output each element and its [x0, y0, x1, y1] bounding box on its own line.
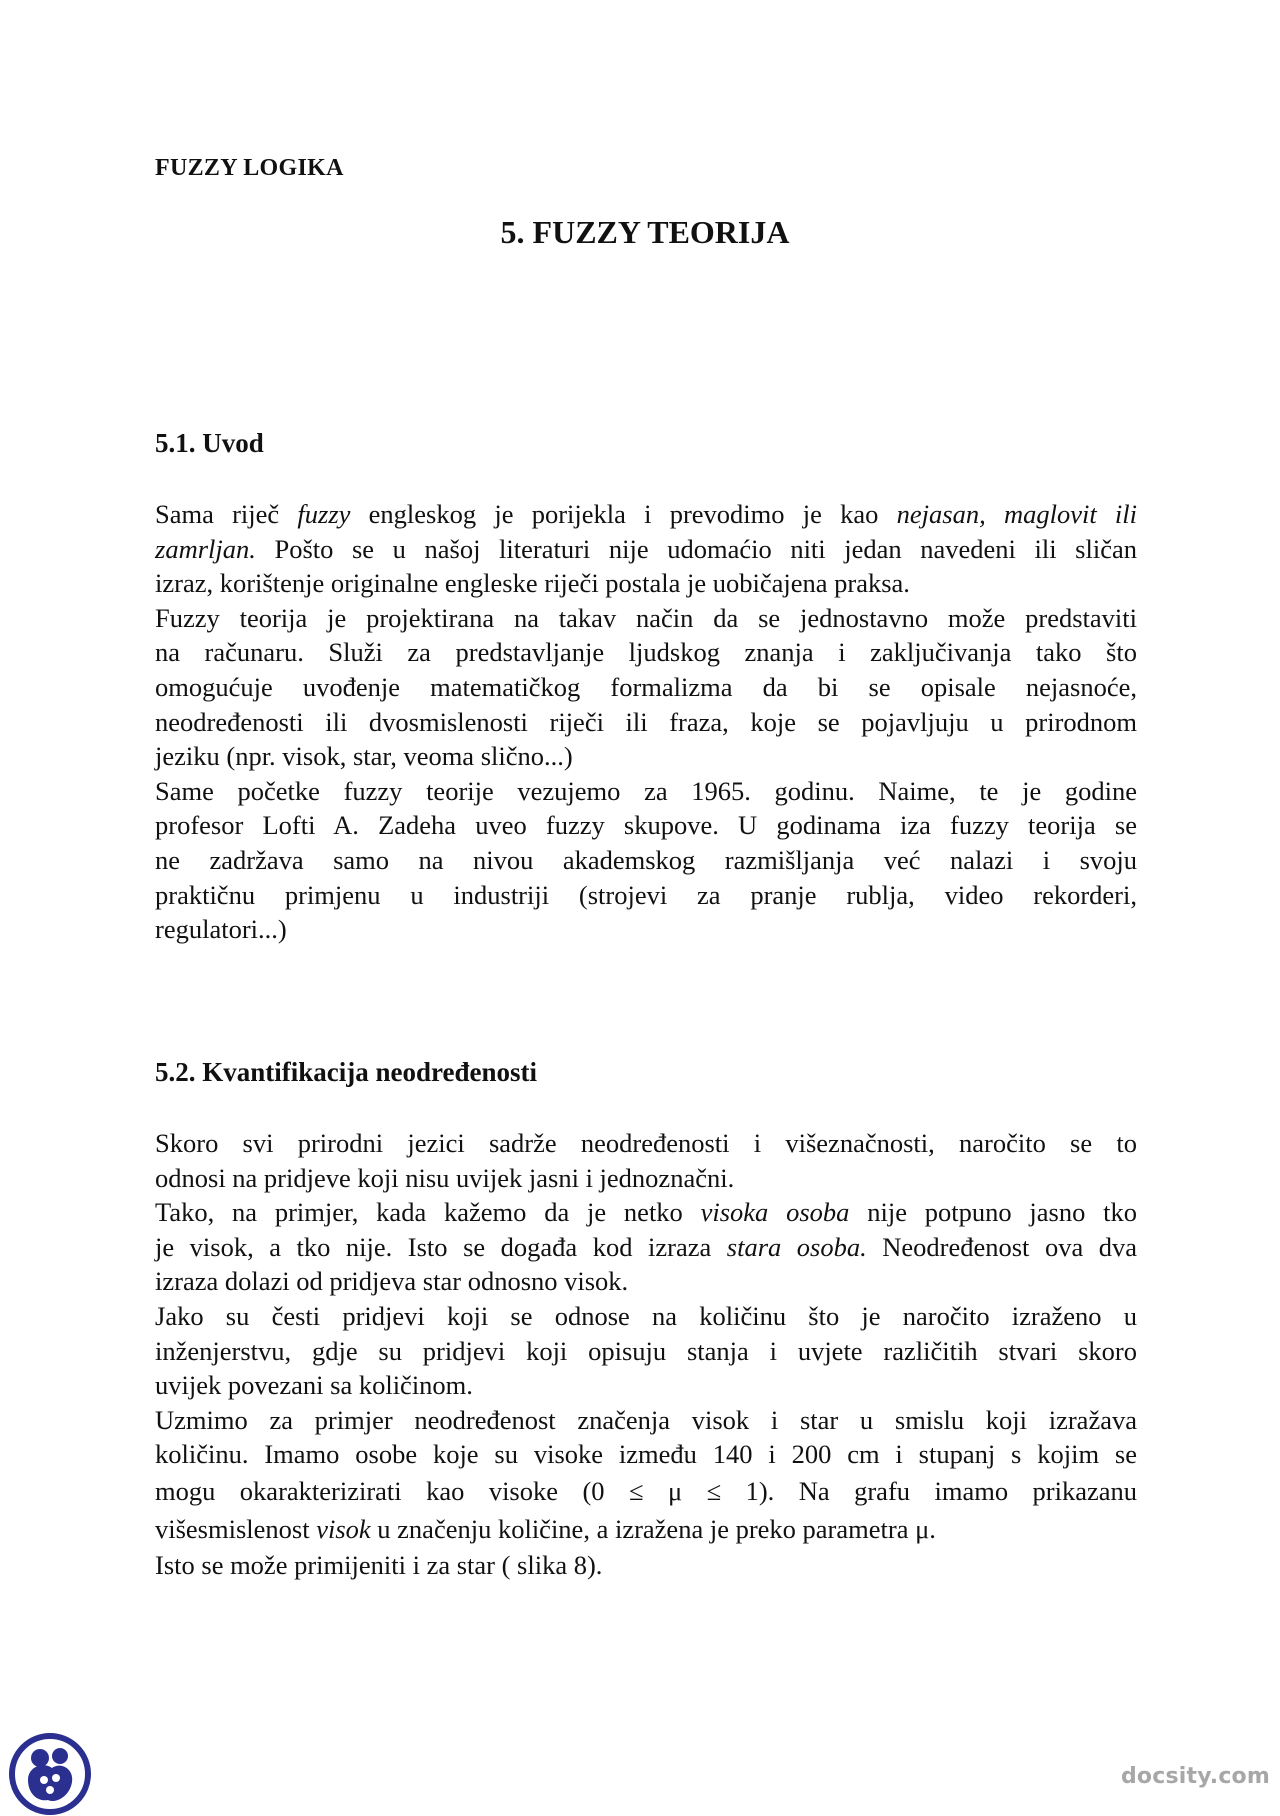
text-line: Sama riječ fuzzy engleskog je porijekla i prevodimo je kao nejasan, maglovit ili	[155, 499, 1137, 529]
paragraph	[155, 1195, 1137, 1299]
text-line: Tako, na primjer, kada kažemo da je netko visoka osoba nije potpuno jasno tko	[155, 1197, 1138, 1228]
text-line: ne zadržava samo na nivou akademskog razmišljanja već nalazi i svoju	[155, 844, 1137, 875]
text-line: izraza dolazi od pridjeva star odnosno visok.	[155, 1266, 629, 1297]
text-line: odnosi na pridjeve koji nisu uvijek jasni i jednoznačni.	[155, 1162, 735, 1193]
italic-term: stara osoba.	[726, 1231, 867, 1262]
text-line: na računaru. Služi za predstavljanje ljudskog znanja i zaključivanja tako što	[155, 637, 1137, 668]
text-line: količinu. Imamo osobe koje su visoke između 140 i 200 cm i stupanj s kojim se	[155, 1439, 1137, 1470]
docsity-bear-icon[interactable]	[4, 1728, 92, 1816]
docsity-watermark[interactable]: docsity.com	[1120, 1764, 1270, 1789]
section-body-kvantifikacija	[155, 1126, 1137, 1583]
text-line: Skoro svi prirodni jezici sadrže neodređenosti i višeznačnosti, naročito se to	[155, 1128, 1137, 1158]
text-line: profesor Lofti A. Zadeha uveo fuzzy skupove. U godinama iza fuzzy teorija se	[155, 810, 1137, 841]
italic-term: fuzzy	[297, 499, 351, 529]
document-header-label: FUZZY LOGIKA	[155, 155, 344, 181]
text-line: Uzmimo za primjer neodređenost značenja visok i star u smislu koji izražava	[155, 1404, 1137, 1435]
italic-term: visoka osoba	[700, 1197, 850, 1228]
text-line: neodređenosti ili dvosmislenosti riječi ili fraza, koje se pojavljuju u prirodnom	[155, 706, 1137, 737]
paragraph	[155, 497, 1137, 601]
section-heading-kvantifikacija: 5.2. Kvantifikacija neodređenosti	[155, 1057, 538, 1087]
italic-term: zamrljan.	[155, 533, 256, 564]
text-line: uvijek povezani sa količinom.	[155, 1370, 473, 1401]
chapter-title: 5. FUZZY TEORIJA	[500, 214, 790, 250]
text-line: praktičnu primjenu u industriji (strojevi za pranje rublja, video rekorderi,	[155, 879, 1137, 910]
text-line: Isto se može primijeniti i za star ( slika 8).	[155, 1549, 603, 1580]
paragraph	[155, 1299, 1137, 1403]
paragraph	[155, 1126, 1137, 1195]
text-line: omogućuje uvođenje matematičkog formalizma da bi se opisale nejasnoće,	[155, 671, 1137, 702]
text-line: Same početke fuzzy teorije vezujemo za 1965. godinu. Naime, te je godine	[155, 775, 1137, 806]
text-line: inženjerstvu, gdje su pridjevi koji opisuju stanja i uvjete različitih stvari skoro	[155, 1335, 1137, 1366]
text-line: regulatori...)	[155, 914, 287, 945]
paragraph	[155, 1403, 1137, 1548]
paragraph	[155, 1548, 1137, 1583]
text-line: je visok, a tko nije. Isto se događa kod izraza stara osoba. Neodređenost ova dva	[155, 1231, 1137, 1262]
text-line: Jako su česti pridjevi koji se odnose na količinu što je naročito izraženo u	[155, 1300, 1137, 1331]
text-line: višesmislenost visok u značenju količine, a izražena je preko parametra μ.	[155, 1513, 936, 1544]
italic-term: visok	[316, 1513, 371, 1544]
text-line: Fuzzy teorija je projektirana na takav način da se jednostavno može predstaviti	[155, 602, 1137, 633]
text-line: zamrljan. Pošto se u našoj literaturi nije udomaćio niti jedan navedeni ili sličan	[155, 533, 1137, 564]
text-line: izraz, korištenje originalne engleske riječi postala je uobičajena praksa.	[155, 568, 910, 599]
text-line: jeziku (npr. visok, star, veoma slično...)	[155, 741, 573, 772]
italic-term: nejasan, maglovit ili	[896, 499, 1137, 529]
paragraph	[155, 774, 1137, 947]
paragraph	[155, 601, 1137, 774]
text-line: mogu okarakterizirati kao visoke (0 ≤ μ ≤ 1). Na grafu imamo prikazanu	[155, 1475, 1137, 1506]
section-heading-uvod: 5.1. Uvod	[155, 428, 264, 458]
section-body-uvod	[155, 497, 1137, 947]
